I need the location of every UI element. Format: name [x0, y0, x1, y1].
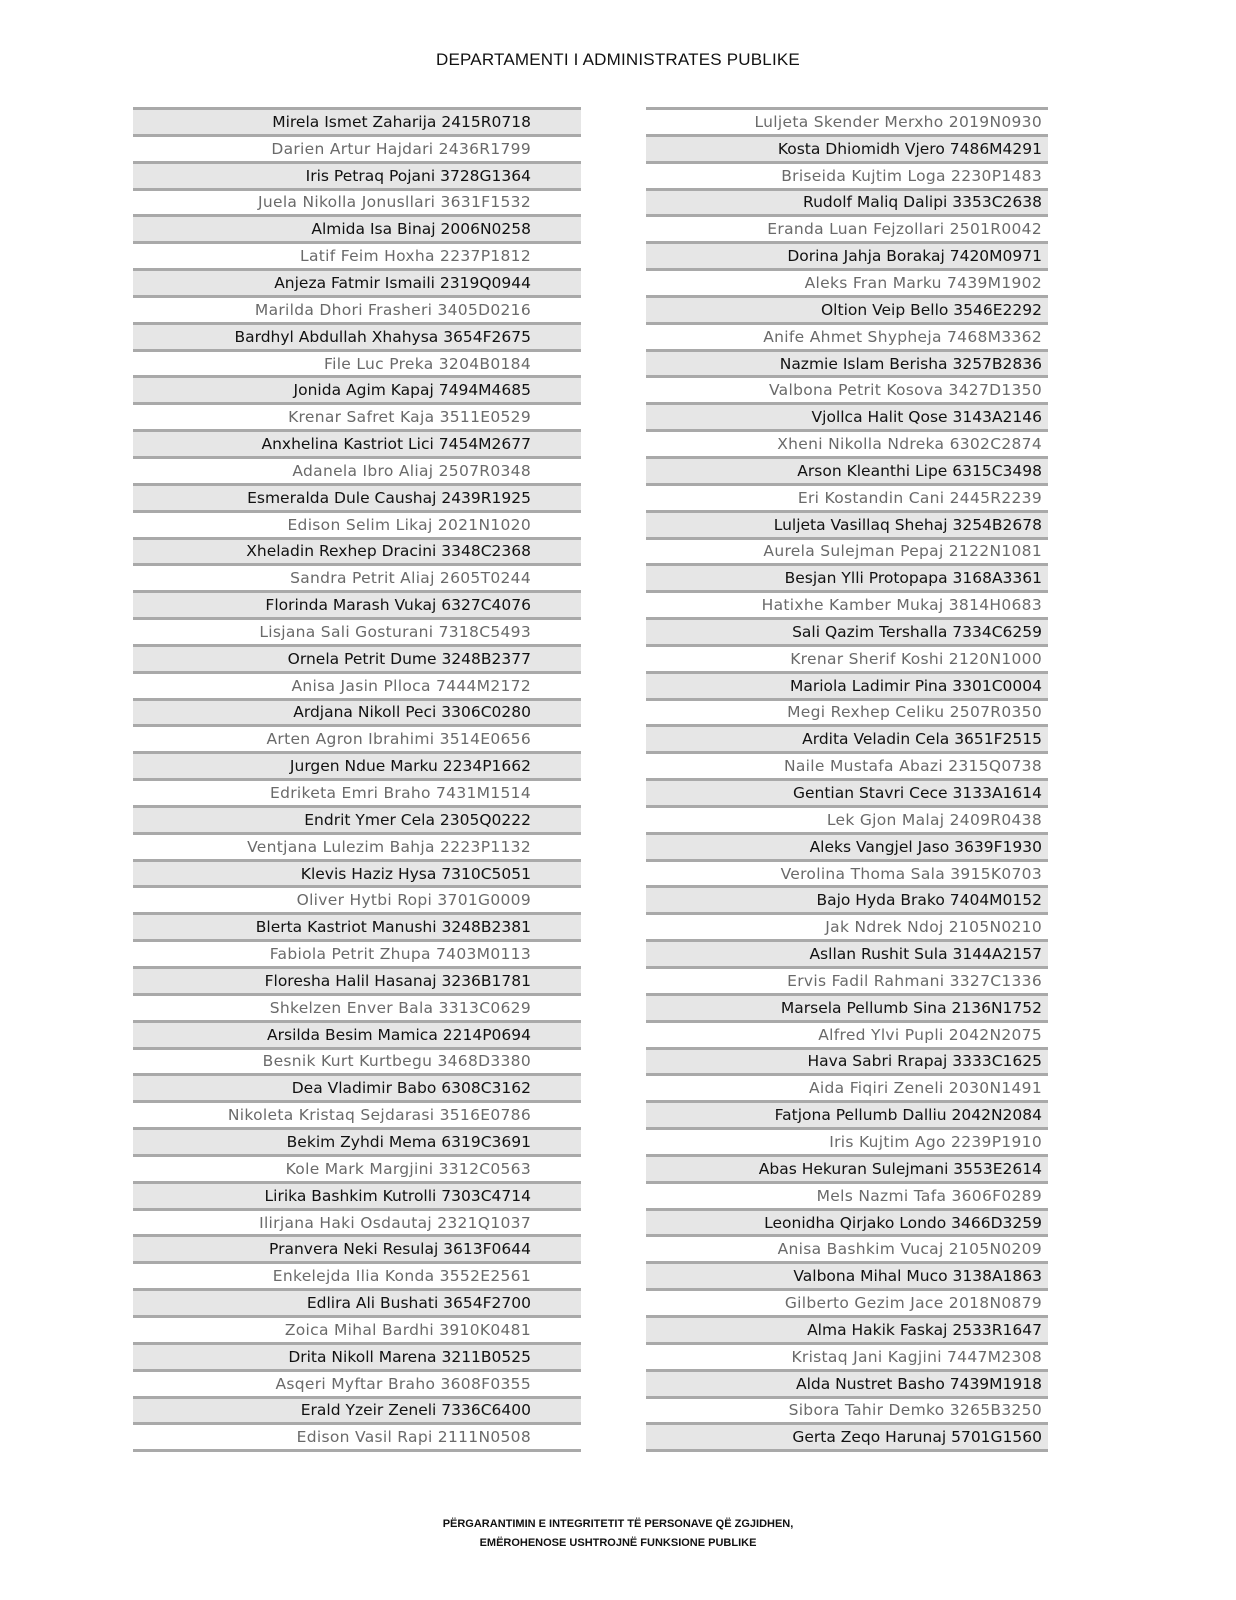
list-item: Hatixhe Kamber Mukaj 3814H0683	[646, 590, 1048, 617]
list-item: Shkelzen Enver Bala 3313C0629	[133, 993, 581, 1020]
list-item: Oltion Veip Bello 3546E2292	[646, 295, 1048, 322]
list-item: Oliver Hytbi Ropi 3701G0009	[133, 885, 581, 912]
list-item: Megi Rexhep Celiku 2507R0350	[646, 698, 1048, 725]
list-item: Drita Nikoll Marena 3211B0525	[133, 1342, 581, 1369]
list-divider	[646, 1449, 1048, 1452]
list-item: Dea Vladimir Babo 6308C3162	[133, 1073, 581, 1100]
list-item: Edison Selim Likaj 2021N1020	[133, 510, 581, 537]
list-item: Bekim Zyhdi Mema 6319C3691	[133, 1127, 581, 1154]
list-item: Nikoleta Kristaq Sejdarasi 3516E0786	[133, 1100, 581, 1127]
list-item: Edlira Ali Bushati 3654F2700	[133, 1288, 581, 1315]
list-item: Zoica Mihal Bardhi 3910K0481	[133, 1315, 581, 1342]
list-item: Gerta Zeqo Harunaj 5701G1560	[646, 1422, 1048, 1449]
list-item: Iris Petraq Pojani 3728G1364	[133, 161, 581, 188]
list-item: Anife Ahmet Shypheja 7468M3362	[646, 322, 1048, 349]
list-item: Arson Kleanthi Lipe 6315C3498	[646, 456, 1048, 483]
list-item: Lek Gjon Malaj 2409R0438	[646, 805, 1048, 832]
list-item: Abas Hekuran Sulejmani 3553E2614	[646, 1154, 1048, 1181]
list-item: Jurgen Ndue Marku 2234P1662	[133, 751, 581, 778]
list-item: Valbona Mihal Muco 3138A1863	[646, 1261, 1048, 1288]
list-item: Lisjana Sali Gosturani 7318C5493	[133, 617, 581, 644]
list-item: Mariola Ladimir Pina 3301C0004	[646, 671, 1048, 698]
list-item: Valbona Petrit Kosova 3427D1350	[646, 375, 1048, 402]
right-name-list	[646, 107, 1048, 1452]
list-item: Aleks Vangjel Jaso 3639F1930	[646, 832, 1048, 859]
list-item: Arten Agron Ibrahimi 3514E0656	[133, 724, 581, 751]
list-item: Lirika Bashkim Kutrolli 7303C4714	[133, 1181, 581, 1208]
list-item: Krenar Safret Kaja 3511E0529	[133, 402, 581, 429]
list-item: Edison Vasil Rapi 2111N0508	[133, 1422, 581, 1449]
list-item: Briseida Kujtim Loga 2230P1483	[646, 161, 1048, 188]
list-item: Eranda Luan Fejzollari 2501R0042	[646, 214, 1048, 241]
list-item: Verolina Thoma Sala 3915K0703	[646, 859, 1048, 886]
list-item: Luljeta Vasillaq Shehaj 3254B2678	[646, 510, 1048, 537]
list-item: Dorina Jahja Borakaj 7420M0971	[646, 241, 1048, 268]
list-item: Xheni Nikolla Ndreka 6302C2874	[646, 429, 1048, 456]
list-item: Jak Ndrek Ndoj 2105N0210	[646, 912, 1048, 939]
list-item: Mels Nazmi Tafa 3606F0289	[646, 1181, 1048, 1208]
left-name-list	[133, 107, 581, 1452]
list-item: Latif Feim Hoxha 2237P1812	[133, 241, 581, 268]
list-item: Sandra Petrit Aliaj 2605T0244	[133, 563, 581, 590]
list-item: Ventjana Lulezim Bahja 2223P1132	[133, 832, 581, 859]
list-item: Alda Nustret Basho 7439M1918	[646, 1369, 1048, 1396]
list-item: Anjeza Fatmir Ismaili 2319Q0944	[133, 268, 581, 295]
list-item: Naile Mustafa Abazi 2315Q0738	[646, 751, 1048, 778]
list-item: Aurela Sulejman Pepaj 2122N1081	[646, 537, 1048, 564]
list-divider	[133, 1449, 581, 1452]
list-item: Enkelejda Ilia Konda 3552E2561	[133, 1261, 581, 1288]
list-item: Darien Artur Hajdari 2436R1799	[133, 134, 581, 161]
list-item: Klevis Haziz Hysa 7310C5051	[133, 859, 581, 886]
list-item: Sibora Tahir Demko 3265B3250	[646, 1396, 1048, 1423]
list-item: Alfred Ylvi Pupli 2042N2075	[646, 1020, 1048, 1047]
list-item: Arsilda Besim Mamica 2214P0694	[133, 1020, 581, 1047]
list-item: Mirela Ismet Zaharija 2415R0718	[133, 107, 581, 134]
list-item: Xheladin Rexhep Dracini 3348C2368	[133, 537, 581, 564]
list-item: Ornela Petrit Dume 3248B2377	[133, 644, 581, 671]
list-item: Anxhelina Kastriot Lici 7454M2677	[133, 429, 581, 456]
list-item: Sali Qazim Tershalla 7334C6259	[646, 617, 1048, 644]
list-item: Ilirjana Haki Osdautaj 2321Q1037	[133, 1208, 581, 1235]
list-item: Ardjana Nikoll Peci 3306C0280	[133, 698, 581, 725]
list-item: Fatjona Pellumb Dalliu 2042N2084	[646, 1100, 1048, 1127]
list-item: Ervis Fadil Rahmani 3327C1336	[646, 966, 1048, 993]
list-item: Blerta Kastriot Manushi 3248B2381	[133, 912, 581, 939]
list-item: Edriketa Emri Braho 7431M1514	[133, 778, 581, 805]
list-item: Esmeralda Dule Caushaj 2439R1925	[133, 483, 581, 510]
list-item: Anisa Bashkim Vucaj 2105N0209	[646, 1234, 1048, 1261]
list-item: Nazmie Islam Berisha 3257B2836	[646, 349, 1048, 376]
list-item: Juela Nikolla Jonusllari 3631F1532	[133, 188, 581, 215]
list-item: Asllan Rushit Sula 3144A2157	[646, 939, 1048, 966]
list-item: Leonidha Qirjako Londo 3466D3259	[646, 1208, 1048, 1235]
list-item: Besjan Ylli Protopapa 3168A3361	[646, 563, 1048, 590]
footer-line-2: EMËROHENOSE USHTROJNË FUNKSIONE PUBLIKE	[479, 1537, 757, 1549]
list-item: Kosta Dhiomidh Vjero 7486M4291	[646, 134, 1048, 161]
list-item: Ardita Veladin Cela 3651F2515	[646, 724, 1048, 751]
list-item: Almida Isa Binaj 2006N0258	[133, 214, 581, 241]
list-item: Floresha Halil Hasanaj 3236B1781	[133, 966, 581, 993]
list-item: Aida Fiqiri Zeneli 2030N1491	[646, 1073, 1048, 1100]
list-item: Iris Kujtim Ago 2239P1910	[646, 1127, 1048, 1154]
list-item: Endrit Ymer Cela 2305Q0222	[133, 805, 581, 832]
list-item: Krenar Sherif Koshi 2120N1000	[646, 644, 1048, 671]
page-title: DEPARTAMENTI I ADMINISTRATES PUBLIKE	[436, 50, 800, 69]
list-item: Luljeta Skender Merxho 2019N0930	[646, 107, 1048, 134]
list-item: Besnik Kurt Kurtbegu 3468D3380	[133, 1047, 581, 1074]
list-item: Marilda Dhori Frasheri 3405D0216	[133, 295, 581, 322]
list-item: Florinda Marash Vukaj 6327C4076	[133, 590, 581, 617]
list-item: Eri Kostandin Cani 2445R2239	[646, 483, 1048, 510]
list-item: Erald Yzeir Zeneli 7336C6400	[133, 1396, 581, 1423]
list-item: Kristaq Jani Kagjini 7447M2308	[646, 1342, 1048, 1369]
list-item: Jonida Agim Kapaj 7494M4685	[133, 375, 581, 402]
list-item: Gilberto Gezim Jace 2018N0879	[646, 1288, 1048, 1315]
footer	[0, 1515, 1236, 1553]
list-item: Aleks Fran Marku 7439M1902	[646, 268, 1048, 295]
list-item: Rudolf Maliq Dalipi 3353C2638	[646, 188, 1048, 215]
list-item: Pranvera Neki Resulaj 3613F0644	[133, 1234, 581, 1261]
list-item: Bardhyl Abdullah Xhahysa 3654F2675	[133, 322, 581, 349]
list-item: Adanela Ibro Aliaj 2507R0348	[133, 456, 581, 483]
list-item: Kole Mark Margjini 3312C0563	[133, 1154, 581, 1181]
list-item: Gentian Stavri Cece 3133A1614	[646, 778, 1048, 805]
list-item: Asqeri Myftar Braho 3608F0355	[133, 1369, 581, 1396]
list-item: File Luc Preka 3204B0184	[133, 349, 581, 376]
list-item: Marsela Pellumb Sina 2136N1752	[646, 993, 1048, 1020]
list-item: Alma Hakik Faskaj 2533R1647	[646, 1315, 1048, 1342]
footer-line-1: PËRGARANTIMIN E INTEGRITETIT TË PERSONAVE QË ZGJIDHEN,	[442, 1518, 794, 1530]
list-item: Bajo Hyda Brako 7404M0152	[646, 885, 1048, 912]
list-item: Fabiola Petrit Zhupa 7403M0113	[133, 939, 581, 966]
list-item: Anisa Jasin Plloca 7444M2172	[133, 671, 581, 698]
list-item: Vjollca Halit Qose 3143A2146	[646, 402, 1048, 429]
list-item: Hava Sabri Rrapaj 3333C1625	[646, 1047, 1048, 1074]
